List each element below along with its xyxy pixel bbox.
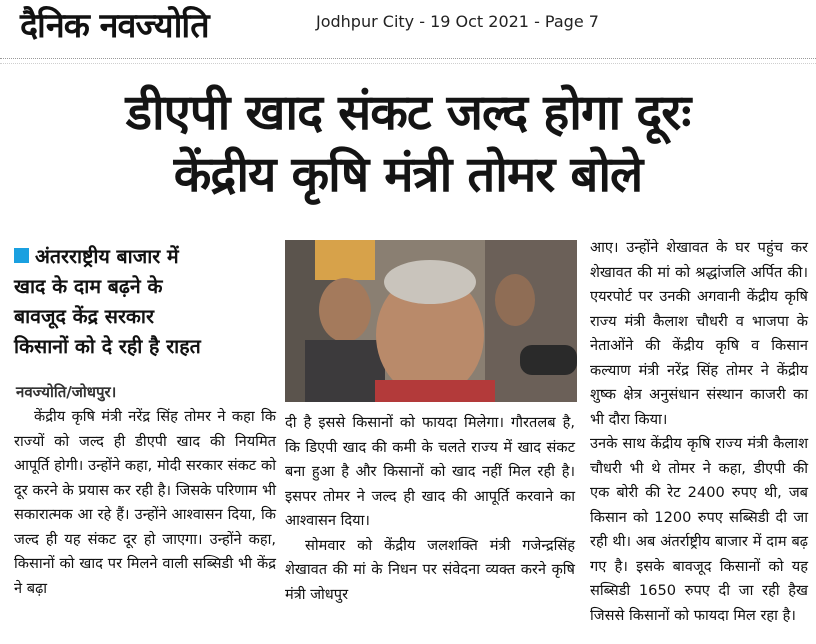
article-column-2: [285, 411, 575, 607]
edition-info: Jodhpur City - 19 Oct 2021 - Page 7: [316, 12, 599, 31]
article-column-1: [14, 405, 276, 601]
masthead-divider: [0, 58, 816, 64]
news-photo: [285, 240, 577, 402]
subheadline-line-3: बावजूद केंद्र सरकार: [14, 305, 154, 328]
article-paragraph: आए। उन्होंने शेखावत के घर पहुंच कर शेखावत की मां को श्रद्धांजलि अर्पित की। एयरपोर्ट पर उनकी अगवानी केंद्रीय कृषि राज्य मंत्री कैलाश चौधरी व भाजपा के नेताओंने की केंद्रीय कृषि व किसान कल्याण मंत्री नरेंद्र सिंह तोमर ने केंद्रीय शुष्क क्षेत्र अनुसंधान संस्थान काजरी का भी दौरा किया।: [590, 239, 808, 428]
subheadline-line-1: अंतरराष्ट्रीय बाजार में: [35, 245, 179, 268]
subheadline-line-4: किसानों को दे रही है राहत: [14, 335, 201, 358]
article-paragraph: केंद्रीय कृषि मंत्री नरेंद्र सिंह तोमर ने कहा कि राज्यों को जल्द ही डीएपी खाद की नियमित आपूर्ति होगी। उन्होंने कहा, मोदी सरकार संकट को दूर करने के प्रयास कर रही है। जिसके परिणाम भी सकारात्मक आ रहे हैं। उन्होंने आश्वासन दिया, कि जल्द ही यह संकट दूर हो जाएगा। उन्होंने कहा, किसानों को खाद पर मिलने वाली सब्सिडी भी केंद्र ने बढ़ा: [14, 408, 276, 597]
article-paragraph: दी है इससे किसानों को फायदा मिलेगा। गौरतलब है, कि डिएपी खाद की कमी के चलते राज्य में खाद संकट बना हुआ है और किसानों को खाद नहीं मिल रही है। इसपर तोमर ने जल्द ही खाद की आपूर्ति करवाने का आश्वासन दिया।: [285, 414, 575, 529]
article-paragraph: सोमवार को केंद्रीय जलशक्ति मंत्री गजेन्द्रसिंह शेखावत की मां के निधन पर संवेदना व्यक्त करने कृषि मंत्री जोधपुर: [285, 536, 575, 603]
byline: नवज्योति/जोधपुर।: [16, 383, 117, 401]
masthead: [0, 0, 816, 58]
newspaper-logo: दैनिक नवज्योति: [20, 6, 209, 46]
subheadline-line-2: खाद के दाम बढ़ने के: [14, 275, 163, 298]
headline-line-2: केंद्रीय कृषि मंत्री तोमर बोले: [173, 146, 643, 203]
article-paragraph: उनके साथ केंद्रीय कृषि राज्य मंत्री कैलाश चौधरी भी थे तोमर ने कहा, डीएपी की एक बोरी की रेट 2400 रुपए थी, जब किसान को 1200 रुपए सब्सिडी दी जा रही थी। अब अंतर्राष्ट्रीय बाजार में दाम बढ़ गए है। इसके बावजूद किसानों को यह सब्सिडी 1650 रुपए दी जा रही हैख जिससे किसानों को फायदा मिल रहा है।: [590, 435, 808, 624]
headline-line-1: डीएपी खाद संकट जल्द होगा दूरः: [125, 84, 691, 141]
subheadline: [14, 242, 276, 362]
article-column-3: [590, 236, 808, 628]
headline: [20, 82, 796, 206]
blue-square-icon: [14, 248, 29, 263]
